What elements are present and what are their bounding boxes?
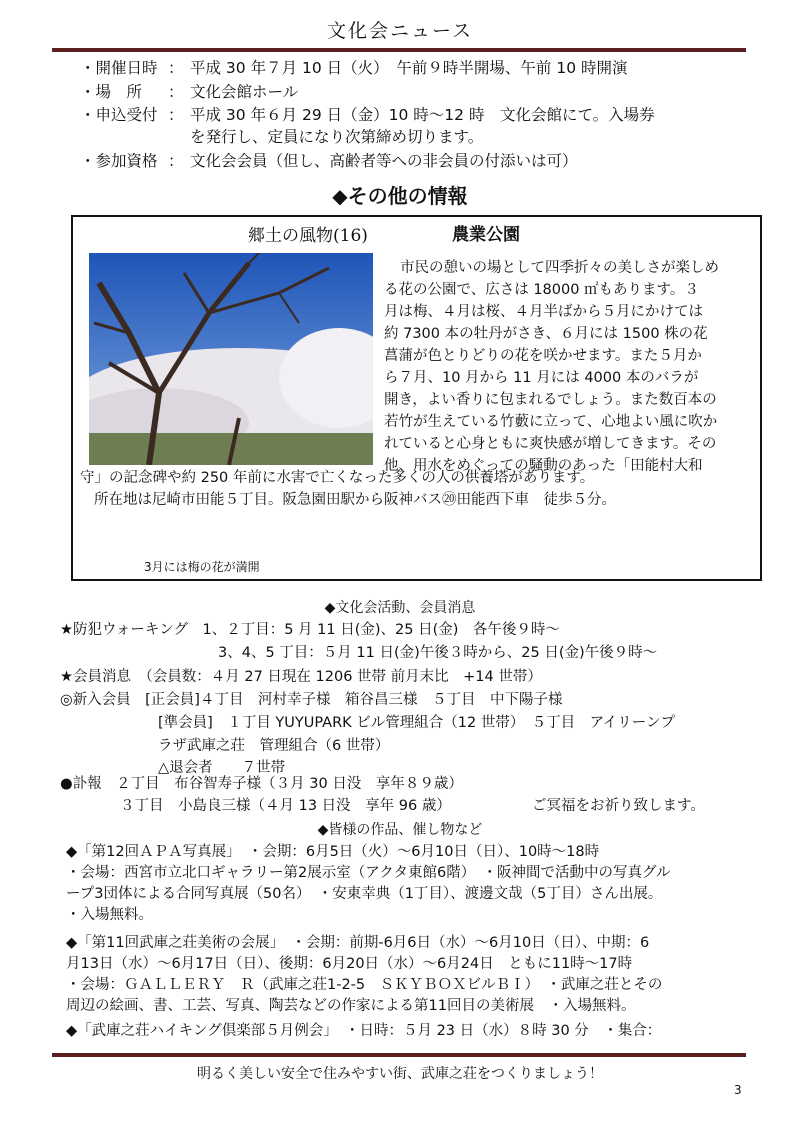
apa-line: ープ3団体による合同写真展（50名） ・安東幸典（1丁目）、渡邊文哉（5丁目）さん出展。 <box>66 886 663 902</box>
feature-line: れていると心身ともに爽快感が増してきます。その <box>384 436 717 452</box>
obituary-line: ３丁目 小島良三様（４月 13 日没 享年 96 歳） <box>120 798 451 814</box>
feature-line: 他、用水をめぐっての騒動のあった「田能村大和 <box>384 458 703 474</box>
condolence-line: ご冥福をお祈り致します。 <box>532 798 705 814</box>
apa-line: ◆「第12回ＡＰＡ写真展」 ・会期：6月5日（火）～6月10日（日）、10時～18時 <box>66 844 600 860</box>
event-value: 平成 30 年６月 29 日（金）10 時～12 時 文化会館にて。入場券 <box>190 106 655 124</box>
footer-rule <box>52 1053 746 1057</box>
new-members-line: ◎新入会員 [正会員]４丁目 河村幸子様 箱谷昌三様 ５丁目 中下陽子様 <box>60 692 563 708</box>
feature-location: 所在地は尼崎市田能５丁目。阪急園田駅から阪神バス⑳田能西下車 徒歩５分。 <box>94 492 616 508</box>
feature-line: 市民の憩いの場として四季折々の美しさが楽しめ <box>400 260 719 276</box>
members-summary: ★会員消息 （会員数：４月 27 日現在 1206 世帯 前月末比 +14 世帯） <box>60 669 542 685</box>
event-row: ・申込受付 ： 平成 30 年６月 29 日（金）10 時～12 時 文化会館にて。入場券 <box>80 103 655 125</box>
feature-title: 農業公園 <box>452 225 520 245</box>
newsletter-title: 文化会ニュース <box>326 20 474 42</box>
art-line: 月13日（水）～6月17日（日）、後期：6月20日（水）～6月24日 ともに11時～17時 <box>66 956 633 972</box>
photo-caption: 3月には梅の花が満開 <box>144 560 260 574</box>
works-heading: ◆皆様の作品、催し物など <box>317 822 483 838</box>
plum-blossom-photo <box>89 253 373 465</box>
event-row: ・参加資格 ： 文化会会員（但し、高齢者等への非会員の付添いは可） <box>80 149 578 171</box>
patrol-line: ★防犯ウォーキング 1、２丁目：5 月 11 日(金)、25 日(金) 各午後９時～ <box>60 622 560 638</box>
feature-line: ら７月、10 月から 11 月には 4000 本のバラが <box>384 370 699 386</box>
apa-line: ・会場：西宮市立北口ギャラリー第2展示室（アクタ東館6階） ・阪神間で活動中の写真グル <box>66 865 671 881</box>
event-label: ・開催日時 <box>80 59 158 77</box>
event-row: ・開催日時 ： 平成 30 年７月 10 日（火） 午前９時半開場、午前 10 時開演 <box>80 56 627 78</box>
event-row-cont: を発行し、定員になり次第締め切ります。 <box>190 128 484 146</box>
feature-line: 開き，よい香りに包まれるでしょう。また数百本の <box>384 392 717 408</box>
withdrawn-line: △退会者 ７世帯 <box>158 760 286 776</box>
page-number: 3 <box>734 1083 742 1097</box>
feature-line: 月は梅、４月は桜、４月半ばから５月にかけては <box>384 304 703 320</box>
event-row: ・場 所 ： 文化会館ホール <box>80 80 298 102</box>
feature-line: 菖蒲が色とりどりの花を咲かせます。また５月か <box>384 348 702 364</box>
section-title: ◆その他の情報 <box>332 184 468 208</box>
event-label: ・場 所 <box>80 83 143 101</box>
event-value: 平成 30 年７月 10 日（火） 午前９時半開場、午前 10 時開演 <box>190 59 628 77</box>
feature-line: 若竹が生えている竹藪に立って、心地よい風に吹か <box>384 414 718 430</box>
apa-line: ・入場無料。 <box>66 907 153 923</box>
event-label: ・参加資格 <box>80 152 158 170</box>
feature-line: 約 7300 本の牡丹がさき、６月には 1500 株の花 <box>384 326 708 342</box>
hiking-line: ◆「武庫之荘ハイキング倶楽部５月例会」 ・日時：５月 23 日（水）８時 30 分 ・集合： <box>66 1023 662 1039</box>
art-line: ・会場：ＧＡＬＬＥＲＹ Ｒ（武庫之荘1-2-5 ＳＫＹＢＯＸビルＢＩ） ・武庫之荘とその <box>66 977 663 993</box>
art-line: 周辺の絵画、書、工芸、写真、陶芸などの作家による第11回目の美術展 ・入場無料。 <box>66 998 636 1014</box>
event-label: ・申込受付 <box>80 106 158 124</box>
obituary-line: ●訃報 ２丁目 布谷智寿子様（３月 30 日没 享年８９歳） <box>60 776 463 792</box>
new-members-line: [準会員] １丁目 YUYUPARK ビル管理組合（12 世帯） ５丁目 アイリーンプ <box>158 715 676 731</box>
feature-line: 守」の記念碑や約 250 年前に水害で亡くなった多くの人の供養塔があります。 <box>80 470 595 486</box>
activities-heading: ◆文化会活動、会員消息 <box>324 600 476 616</box>
footer-slogan: 明るく美しい安全で住みやすい街、武庫之荘をつくりましょう！ <box>197 1066 603 1082</box>
event-value: 文化会館ホール <box>190 83 299 101</box>
feature-line: る花の公園で、広さは 18000 ㎡もあります。３ <box>384 282 699 298</box>
new-members-line: ラザ武庫之荘 管理組合（6 世帯） <box>158 738 390 754</box>
header-rule <box>52 48 746 52</box>
patrol-line: 3、4、5 丁目：５月 11 日(金)午後３時から、25 日(金)午後９時～ <box>218 645 658 661</box>
art-line: ◆「第11回武庫之荘美術の会展」 ・会期：前期-6月6日（水）～6月10日（日）、中期：6 <box>66 935 650 951</box>
event-value: 文化会会員（但し、高齢者等への非会員の付添いは可） <box>190 152 578 170</box>
feature-series: 郷土の風物(16) <box>248 226 368 246</box>
